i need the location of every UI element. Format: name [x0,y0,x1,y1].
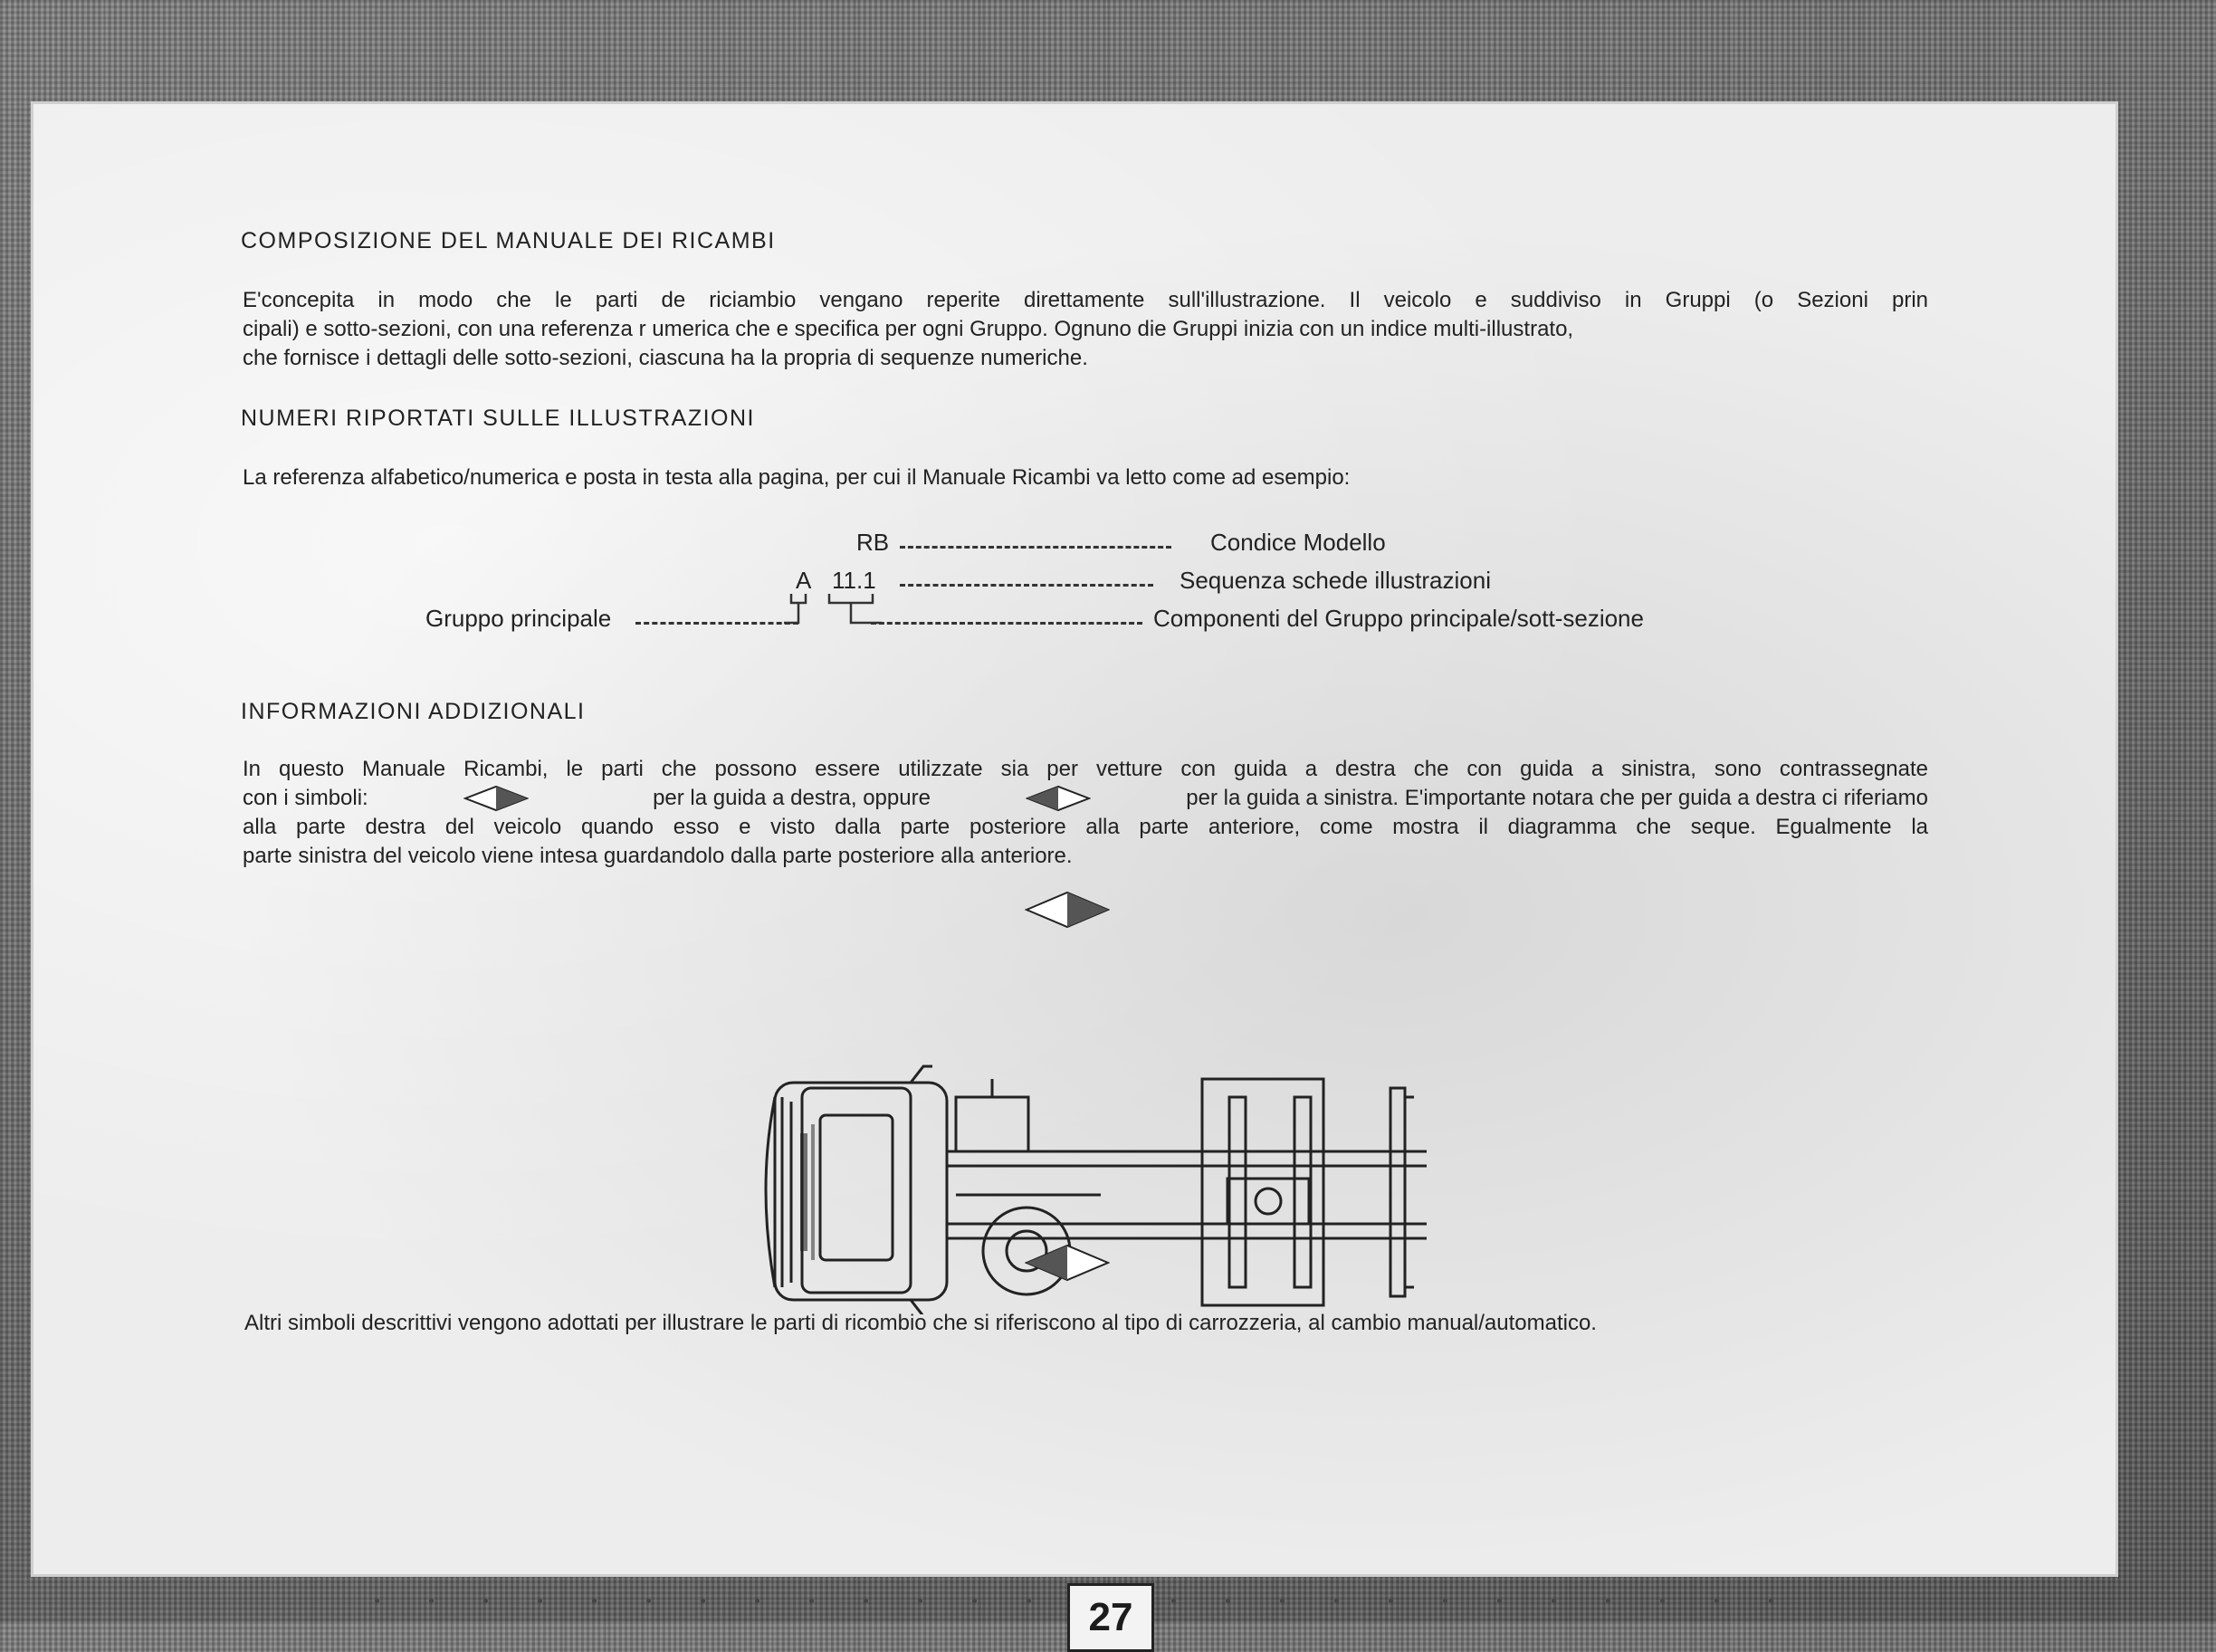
heading-additional: INFORMAZIONI ADDIZIONALI [241,699,586,724]
paragraph-line: cipali) e sotto-sezioni, con una referenza r umerica che e specifica per ogni Gruppo. Ognuno die Gruppi inizia con un indice multi-illustrato, [243,317,1574,341]
paragraph-line: parte sinistra del veicolo viene intesa guardandolo dalla parte posteriore alla anteriore. [243,844,1073,868]
manual-page [31,101,2118,1639]
label-components: Componenti del Gruppo principale/sott-sezione [1153,605,1644,632]
paragraph-line: E'concepita in modo che le parti de riciambio vengano reperite direttamente sull'illustrazione. Il veicolo e suddiviso in Gruppi (o Sezioni prin [243,288,1928,312]
bracket-connectors [782,590,891,626]
code-number: 11.1 [832,567,876,594]
paragraph-footer-note: Altri simboli descrittivi vengono adottati per illustrare le parti di ricombio che si riferiscono al tipo di carrozzeria, al cambio manual/automatico. [244,1311,1597,1335]
left-hand-drive-diamond-icon [1025,1244,1110,1282]
paragraph-line: alla parte destra del veicolo quando esso e visto dalla parte posteriore alla parte anteriore, come mostra il diagramma che seque. Egualmente la [243,815,1928,839]
paragraph-numbers: La referenza alfabetico/numerica e posta in testa alla pagina, per cui il Manuale Ricambi va letto come ad esempio: [243,465,1351,490]
leader-line-model [900,546,1171,549]
symbols-right-text: per la guida a destra, oppure [653,786,931,810]
symbols-left-text: per la guida a sinistra. E'importante notara che per guida a destra ci riferiamo [1186,786,1928,810]
dotted-rule-right [1171,1599,1787,1606]
paragraph-line-symbols [243,784,1928,813]
page-number: 27 [1067,1583,1154,1652]
symbols-intro: con i simboli: [243,786,368,810]
heading-composition: COMPOSIZIONE DEL MANUALE DEI RICAMBI [241,228,776,253]
right-hand-drive-diamond-icon [1025,891,1110,929]
right-hand-drive-diamond-icon [463,785,529,812]
leader-line-group [635,622,798,625]
paragraph-line: In questo Manuale Ricambi, le parti che possono essere utilizzate sia per vetture con guida a destra che con guida a sinistra, sono contrassegnate [243,757,1928,781]
label-sequence: Sequenza schede illustrazioni [1180,567,1491,594]
label-model: Condice Modello [1210,529,1386,556]
code-rb: RB [856,529,890,556]
paragraph-line: che fornisce i dettagli delle sotto-sezioni, ciascuna ha la propria di sequenze numeriche. [243,346,1088,370]
leader-line-sequence [900,584,1153,587]
paragraph-composition [243,286,1928,373]
leader-line-components [871,622,1142,625]
heading-numbers: NUMERI RIPORTATI SULLE ILLUSTRAZIONI [241,406,755,431]
code-a: A [796,567,812,594]
dotted-rule-left [375,1599,1045,1606]
left-hand-drive-diamond-icon [1026,785,1091,812]
label-group: Gruppo principale [425,605,612,632]
paragraph-additional [243,755,1928,871]
